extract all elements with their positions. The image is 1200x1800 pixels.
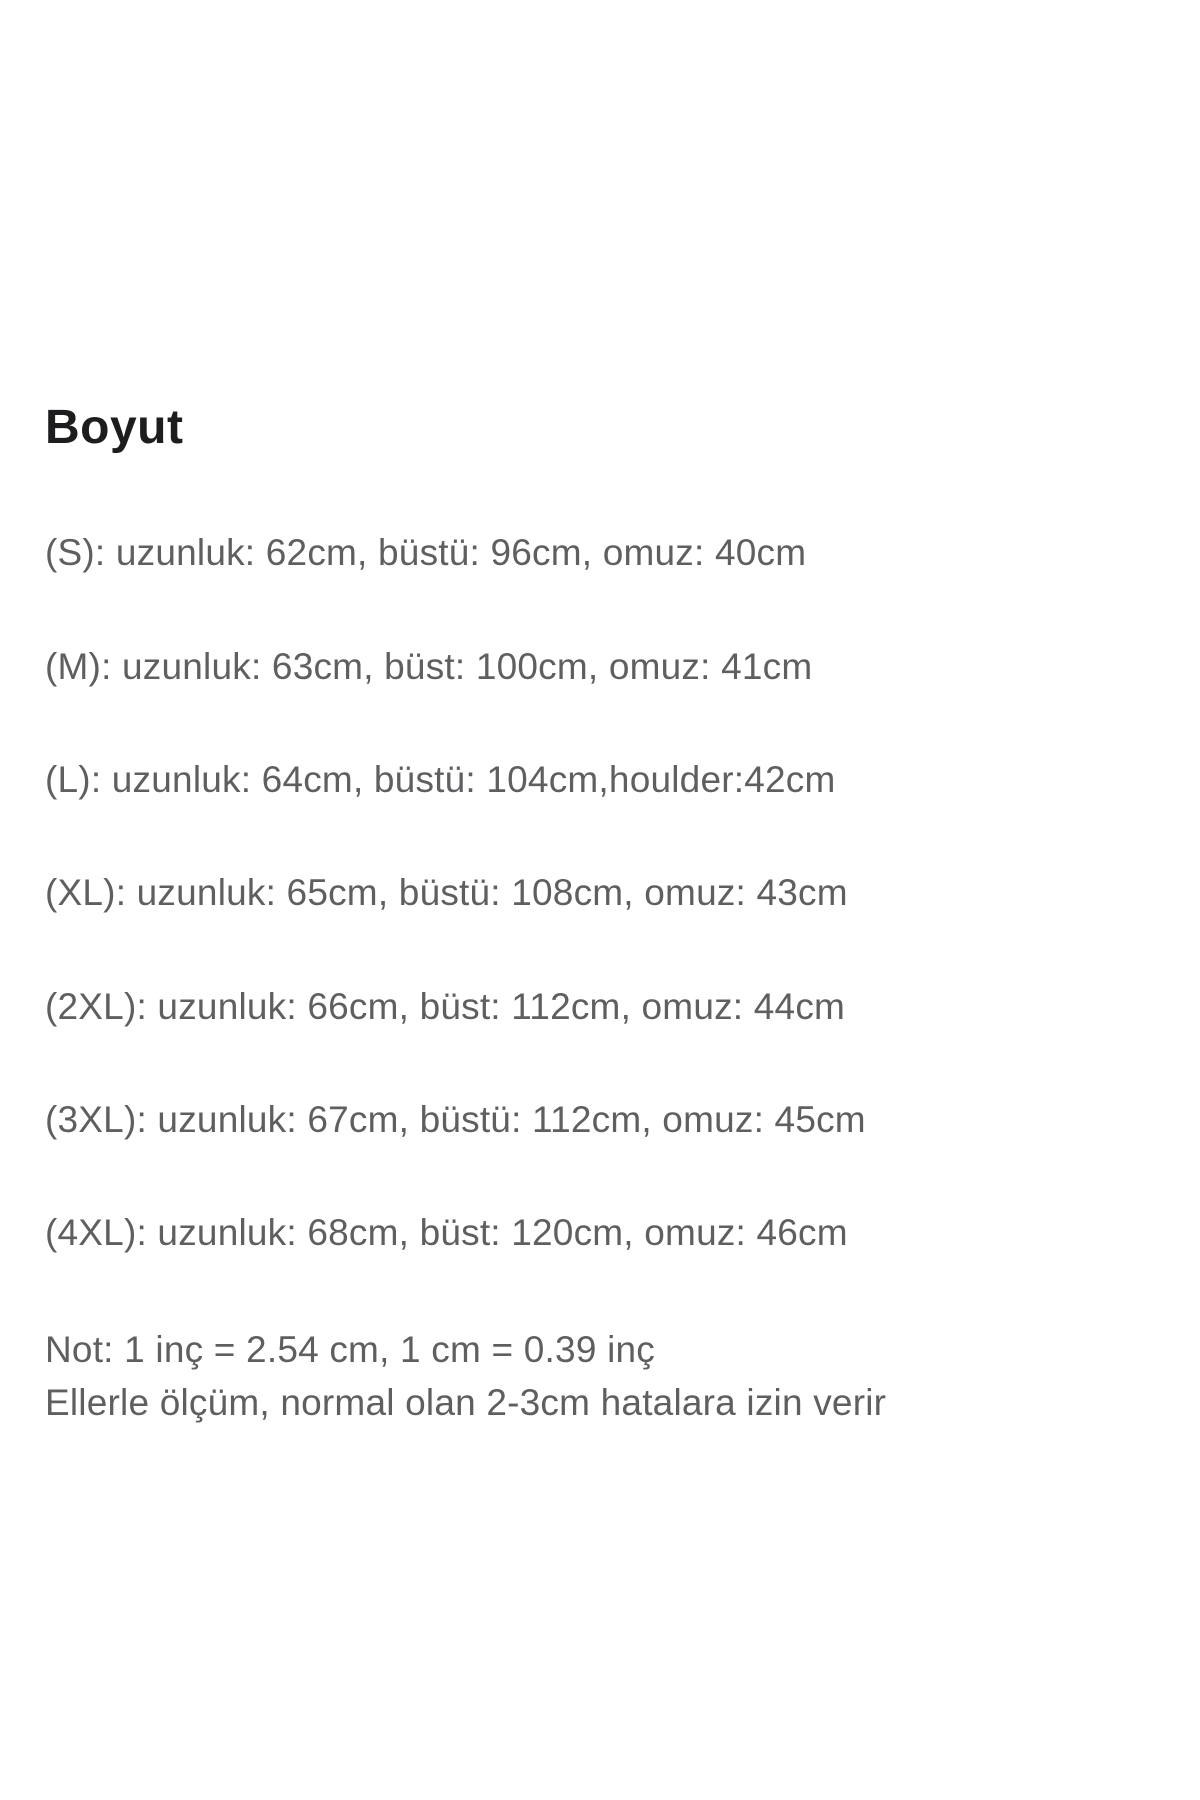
size-line-4xl: (4XL): uzunluk: 68cm, büst: 120cm, omuz: 46cm bbox=[45, 1212, 848, 1254]
size-line-2xl: (2XL): uzunluk: 66cm, büst: 112cm, omuz: 44cm bbox=[45, 985, 846, 1027]
section-title: Boyut bbox=[45, 401, 184, 454]
size-line-3xl: (3XL): uzunluk: 67cm, büstü: 112cm, omuz: 45cm bbox=[45, 1098, 866, 1140]
size-line-s: (S): uzunluk: 62cm, büstü: 96cm, omuz: 40cm bbox=[45, 532, 807, 574]
note-tolerance: Ellerle ölçüm, normal olan 2-3cm hatalara izin verir bbox=[45, 1381, 887, 1423]
size-list bbox=[45, 529, 1170, 1257]
size-chart-section bbox=[45, 400, 1170, 1429]
size-line-m: (M): uzunluk: 63cm, büst: 100cm, omuz: 41cm bbox=[45, 645, 813, 687]
size-line-xl: (XL): uzunluk: 65cm, büstü: 108cm, omuz: 43cm bbox=[45, 872, 848, 914]
measurement-note bbox=[45, 1323, 1170, 1430]
size-line-l: (L): uzunluk: 64cm, büstü: 104cm,houlder:42cm bbox=[45, 758, 836, 800]
note-conversion: Not: 1 inç = 2.54 cm, 1 cm = 0.39 inç bbox=[45, 1328, 655, 1370]
